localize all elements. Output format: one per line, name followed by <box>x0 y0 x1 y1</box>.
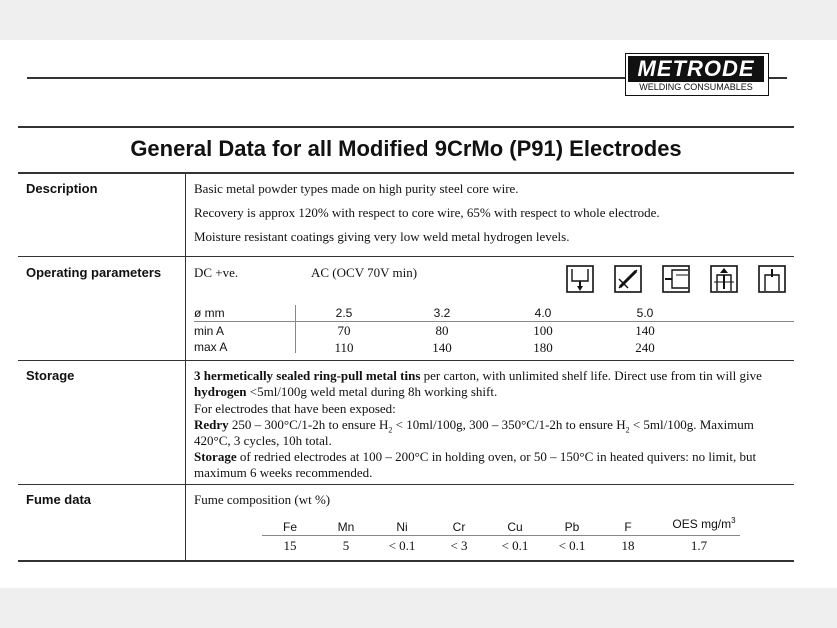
title-top-rule <box>18 126 794 128</box>
fume-header-cu: Cu <box>507 520 523 534</box>
holding-emphasis: Storage <box>194 449 237 464</box>
oes-unit-superscript: 3 <box>731 516 736 525</box>
storage-text: <5ml/100g weld metal during 8h working shift. <box>246 384 498 399</box>
fume-data-label: Fume data <box>26 492 92 507</box>
current-dc: DC +ve. <box>194 265 239 280</box>
operating-parameters-label: Operating parameters <box>26 265 162 280</box>
fume-header-fe: Fe <box>282 520 297 534</box>
fume-header-f: F <box>624 520 632 534</box>
title-bottom-rule <box>18 172 794 174</box>
storage-text: per carton, with unlimited shelf life. Direct use from tin will give <box>420 368 762 383</box>
hydrogen-subscript: 2 <box>625 425 630 435</box>
section-separator <box>18 256 794 257</box>
storage-label: Storage <box>26 368 75 383</box>
current-ac: AC (OCV 70V min) <box>311 265 418 280</box>
diameter-value: 4.0 <box>534 306 552 320</box>
flat-position-icon <box>566 265 594 293</box>
redry-paragraph: 420°C, 3 cycles, 10h total. <box>194 433 332 448</box>
param-table-rule <box>194 321 794 322</box>
storage-paragraph <box>194 368 794 384</box>
fume-value-ni: < 0.1 <box>388 538 416 553</box>
description-line: Basic metal powder types made on high purity steel core wire. <box>194 181 519 196</box>
fume-header-pb: Pb <box>564 520 580 534</box>
fume-header-mn: Mn <box>337 520 355 534</box>
holding-paragraph: maximum 6 weeks recommended. <box>194 465 373 480</box>
header-rule <box>27 77 625 79</box>
max-current-value: 110 <box>334 340 354 355</box>
section-separator <box>18 484 794 485</box>
redry-text: < 10ml/100g, 300 – 350°C/1-2h to ensure H <box>392 417 626 432</box>
holding-paragraph <box>194 449 756 465</box>
fume-value-pb: < 0.1 <box>558 538 586 553</box>
min-current-value: 100 <box>533 323 553 338</box>
page-title: General Data for all Modified 9CrMo (P91) Electrodes <box>130 136 682 161</box>
fume-value-fe: 15 <box>283 538 297 553</box>
row-label-max-a: max A <box>194 340 228 354</box>
column-divider <box>185 173 186 560</box>
max-current-value: 140 <box>432 340 452 355</box>
storage-emphasis: hydrogen <box>194 384 247 399</box>
min-current-value: 70 <box>337 323 351 338</box>
redry-text: < 5ml/100g. Maximum <box>629 417 754 432</box>
fume-value-cr: < 3 <box>450 538 468 553</box>
header-rule-right <box>767 77 787 79</box>
redry-emphasis: Redry <box>194 417 229 432</box>
fume-table-rule <box>262 535 740 536</box>
storage-emphasis: 3 hermetically sealed ring-pull metal tins <box>194 368 421 383</box>
max-current-value: 240 <box>635 340 655 355</box>
min-current-value: 80 <box>435 323 449 338</box>
storage-paragraph <box>194 384 497 400</box>
fume-value-f: 18 <box>621 538 635 553</box>
diameter-value: 5.0 <box>636 306 654 320</box>
description-line: Recovery is approx 120% with respect to core wire, 65% with respect to whole electrode. <box>194 205 660 220</box>
hydrogen-subscript: 2 <box>388 425 393 435</box>
fume-value-cu: < 0.1 <box>501 538 529 553</box>
fume-header-cr: Cr <box>452 520 466 534</box>
horizontal-position-icon <box>662 265 690 293</box>
min-current-value: 140 <box>635 323 655 338</box>
fume-composition-caption: Fume composition (wt %) <box>194 492 331 507</box>
fume-value-mn: 5 <box>342 538 350 553</box>
vertical-position-icon <box>710 265 738 293</box>
fume-header-oes <box>659 516 749 531</box>
diameter-value: 3.2 <box>433 306 451 320</box>
max-current-value: 180 <box>533 340 553 355</box>
storage-paragraph: For electrodes that have been exposed: <box>194 401 396 416</box>
logo-tagline: WELDING CONSUMABLES <box>639 82 753 92</box>
vertical-up-position-icon <box>614 265 642 293</box>
section-separator <box>18 360 794 361</box>
fume-header-ni: Ni <box>396 520 408 534</box>
row-label-diameter: ø mm <box>194 306 225 320</box>
param-table-divider <box>295 305 296 353</box>
metrode-logo <box>625 53 769 96</box>
description-label: Description <box>26 181 98 196</box>
logo-wordmark: METRODE <box>628 56 764 82</box>
oes-unit: OES mg/m <box>672 517 732 531</box>
description-line: Moisture resistant coatings giving very low weld metal hydrogen levels. <box>194 229 570 244</box>
holding-text: of redried electrodes at 100 – 200°C in holding oven, or 50 – 150°C in heated quivers: no limit, but <box>236 449 757 464</box>
row-label-min-a: min A <box>194 324 225 338</box>
overhead-position-icon <box>758 265 786 293</box>
bottom-rule <box>18 560 794 562</box>
redry-text: 250 – 300°C/1-2h to ensure H <box>228 417 389 432</box>
diameter-value: 2.5 <box>335 306 353 320</box>
fume-value-oes: 1.7 <box>690 538 708 553</box>
